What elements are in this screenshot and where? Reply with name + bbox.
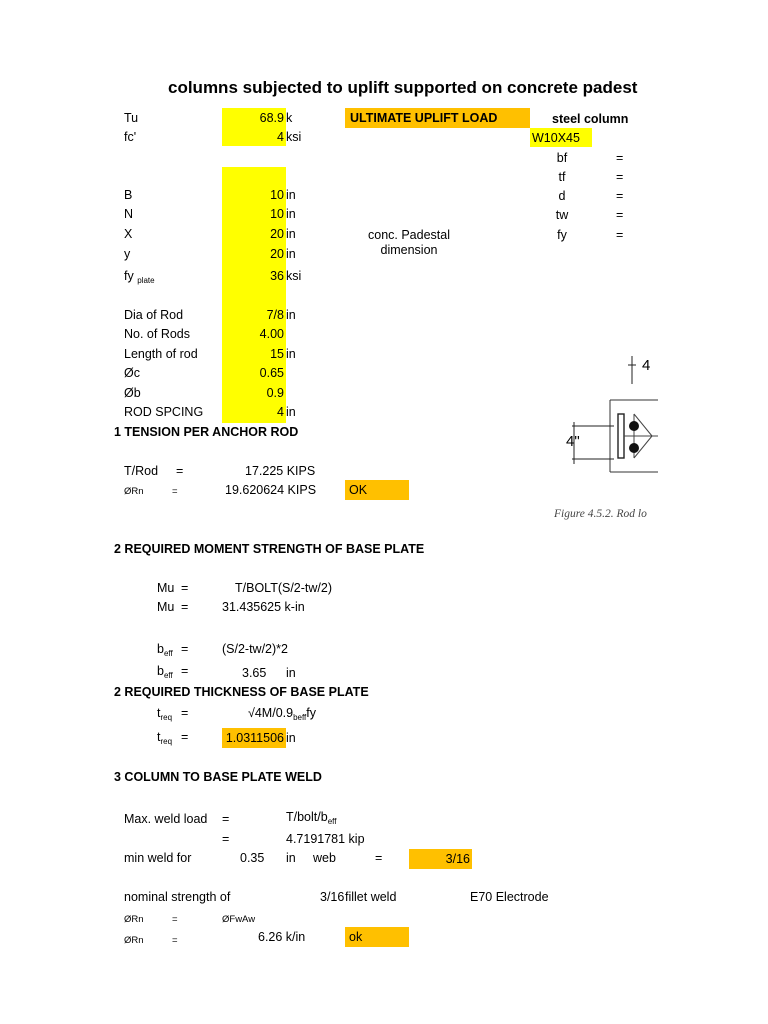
prop-bf-eq: =	[616, 151, 624, 165]
sec3-heading: 2 REQUIRED THICKNESS OF BASE PLATE	[114, 685, 369, 699]
beff1-value: (S/2-tw/2)*2	[222, 642, 288, 656]
value-n[interactable]: 10	[270, 207, 284, 221]
treq2-label-text: t	[157, 730, 161, 744]
unit-x: in	[286, 227, 296, 241]
prop-tw-eq: =	[616, 208, 624, 222]
figure-dim-side: 4"	[566, 433, 580, 450]
label-fc: fc'	[124, 130, 137, 144]
value-spacing[interactable]: 4	[277, 405, 284, 419]
uplift-label: ULTIMATE UPLIFT LOAD	[350, 111, 498, 125]
unit-b: in	[286, 188, 296, 202]
minweld-unit: in	[286, 851, 296, 865]
maxweld-label: Max. weld load	[124, 812, 208, 826]
unit-fy: ksi	[286, 269, 302, 283]
phirn3-label: ØRn	[124, 935, 144, 946]
minweld-size: 3/16	[445, 852, 470, 866]
trod-value: 17.225 KIPS	[245, 464, 316, 478]
ok-badge-1-text: OK	[349, 483, 368, 497]
prop-fy-eq: =	[616, 228, 624, 242]
phirn3-eq: =	[172, 935, 178, 946]
pedestal-label: conc. Padestal dimension	[368, 228, 450, 257]
beff2-unit: in	[286, 666, 296, 680]
maxweld2-eq: =	[222, 832, 230, 846]
label-spacing: ROD SPCING	[124, 405, 204, 419]
treq1-value-text: √4M/0.9	[248, 706, 294, 720]
minweld-web: web	[313, 851, 336, 865]
label-fy-text: fy	[124, 269, 134, 283]
treq1-label-sub: req	[160, 713, 173, 722]
beff2-label	[157, 663, 173, 684]
label-y: y	[124, 247, 131, 261]
nominal-type: fillet weld	[345, 890, 397, 904]
value-phib[interactable]: 0.9	[266, 386, 284, 400]
phirn2-value: ØFwAw	[222, 914, 256, 925]
value-rods[interactable]: 4.00	[259, 327, 284, 341]
beff2-value: 3.65	[242, 666, 267, 680]
unit-tu: k	[286, 111, 293, 125]
treq1-label	[157, 705, 172, 726]
unit-y: in	[286, 247, 296, 261]
beff1-label-text: b	[157, 642, 164, 656]
steel-column-heading: steel column	[552, 112, 629, 126]
ok-badge-2-text: ok	[349, 930, 363, 944]
treq2-value: 1.0311506	[225, 731, 284, 745]
treq1-value-sub: beff	[293, 713, 307, 722]
nominal-label: nominal strength of	[124, 890, 231, 904]
prop-fy-name: fy	[557, 228, 567, 242]
treq1-value-tail: fy	[306, 706, 317, 720]
unit-length: in	[286, 347, 296, 361]
ok-badge-2	[345, 927, 409, 947]
label-n: N	[124, 207, 134, 221]
unit-n: in	[286, 207, 296, 221]
page-title: columns subjected to uplift supported on concrete padest	[168, 78, 638, 97]
phirn3-value: 6.26 k/in	[258, 930, 306, 944]
unit-spacing: in	[286, 405, 296, 419]
beff1-label-sub: eff	[163, 649, 173, 658]
trod-eq: =	[176, 464, 184, 478]
maxweld-value-sub: eff	[327, 817, 337, 826]
label-phic: Øc	[124, 366, 140, 380]
prop-d-eq: =	[616, 189, 624, 203]
label-fy-sub: plate	[137, 276, 155, 285]
beff1-label	[157, 641, 173, 662]
label-dia: Dia of Rod	[124, 308, 184, 322]
beff2-eq: =	[181, 664, 189, 678]
figure-caption: Figure 4.5.2. Rod lo	[554, 508, 647, 520]
label-fy	[124, 268, 155, 289]
beff2-label-sub: eff	[163, 671, 173, 680]
prop-d-name: d	[558, 189, 566, 203]
mu1-label: Mu	[157, 581, 175, 595]
mu2-value: 31.435625 k-in	[222, 600, 305, 614]
phirn1-eq: =	[172, 486, 178, 497]
maxweld2-value: 4.7191781 kip	[286, 832, 365, 846]
treq-result-highlight	[222, 728, 286, 748]
mu1-eq: =	[181, 581, 189, 595]
figure-dim-top: 4	[642, 357, 651, 374]
label-phib: Øb	[124, 386, 141, 400]
value-length[interactable]: 15	[270, 347, 284, 361]
phirn2-label: ØRn	[124, 914, 144, 925]
treq2-label	[157, 729, 172, 750]
beff2-label-text: b	[157, 664, 164, 678]
nominal-electrode: E70 Electrode	[470, 890, 549, 904]
weld-size-highlight	[409, 849, 472, 869]
label-b: B	[124, 188, 133, 202]
value-b[interactable]: 10	[270, 188, 284, 202]
maxweld-value-text: T/bolt/b	[286, 810, 328, 824]
value-phic[interactable]: 0.65	[259, 366, 284, 380]
label-length: Length of rod	[124, 347, 198, 361]
treq2-unit: in	[286, 731, 296, 745]
treq1-label-text: t	[157, 706, 161, 720]
sec4-heading: 3 COLUMN TO BASE PLATE WELD	[114, 770, 322, 784]
label-x: X	[124, 227, 133, 241]
prop-bf-name: bf	[556, 151, 568, 165]
mu1-value: T/BOLT(S/2-tw/2)	[235, 581, 333, 595]
value-tu[interactable]: 68.9	[259, 111, 284, 125]
label-rods: No. of Rods	[124, 327, 191, 341]
sec2-heading: 2 REQUIRED MOMENT STRENGTH OF BASE PLATE	[114, 542, 425, 556]
ok-badge-1	[345, 480, 409, 500]
minweld-label: min weld for	[124, 851, 192, 865]
beff1-eq: =	[181, 642, 189, 656]
value-fc[interactable]: 4	[277, 130, 284, 144]
prop-tf-eq: =	[616, 170, 624, 184]
value-x[interactable]: 20	[270, 227, 284, 241]
sec1-heading: 1 TENSION PER ANCHOR ROD	[114, 425, 299, 439]
phirn2-eq: =	[172, 914, 178, 925]
treq2-label-sub: req	[160, 737, 173, 746]
maxweld-eq: =	[222, 812, 230, 826]
trod-label: T/Rod	[124, 464, 159, 478]
value-fy[interactable]: 36	[270, 269, 284, 283]
phirn1-value: 19.620624 KIPS	[225, 483, 317, 497]
rod-layout-drawing	[548, 352, 658, 527]
label-tu: Tu	[124, 111, 139, 125]
mu2-eq: =	[181, 600, 189, 614]
prop-tw-name: tw	[555, 208, 569, 222]
treq1-eq: =	[181, 706, 189, 720]
treq1-value	[248, 705, 316, 726]
unit-dia: in	[286, 308, 296, 322]
minweld-value: 0.35	[240, 851, 265, 865]
rod-layout-figure	[548, 352, 658, 527]
value-y[interactable]: 20	[270, 247, 284, 261]
steel-section[interactable]: W10X45	[532, 131, 580, 145]
maxweld-value	[286, 809, 336, 830]
value-dia[interactable]: 7/8	[266, 308, 284, 322]
unit-fc: ksi	[286, 130, 302, 144]
mu2-label: Mu	[157, 600, 175, 614]
treq2-eq: =	[181, 730, 189, 744]
minweld-eq: =	[375, 851, 383, 865]
nominal-size: 3/16	[320, 890, 345, 904]
phirn1-label: ØRn	[124, 486, 144, 497]
prop-tf-name: tf	[558, 170, 566, 184]
